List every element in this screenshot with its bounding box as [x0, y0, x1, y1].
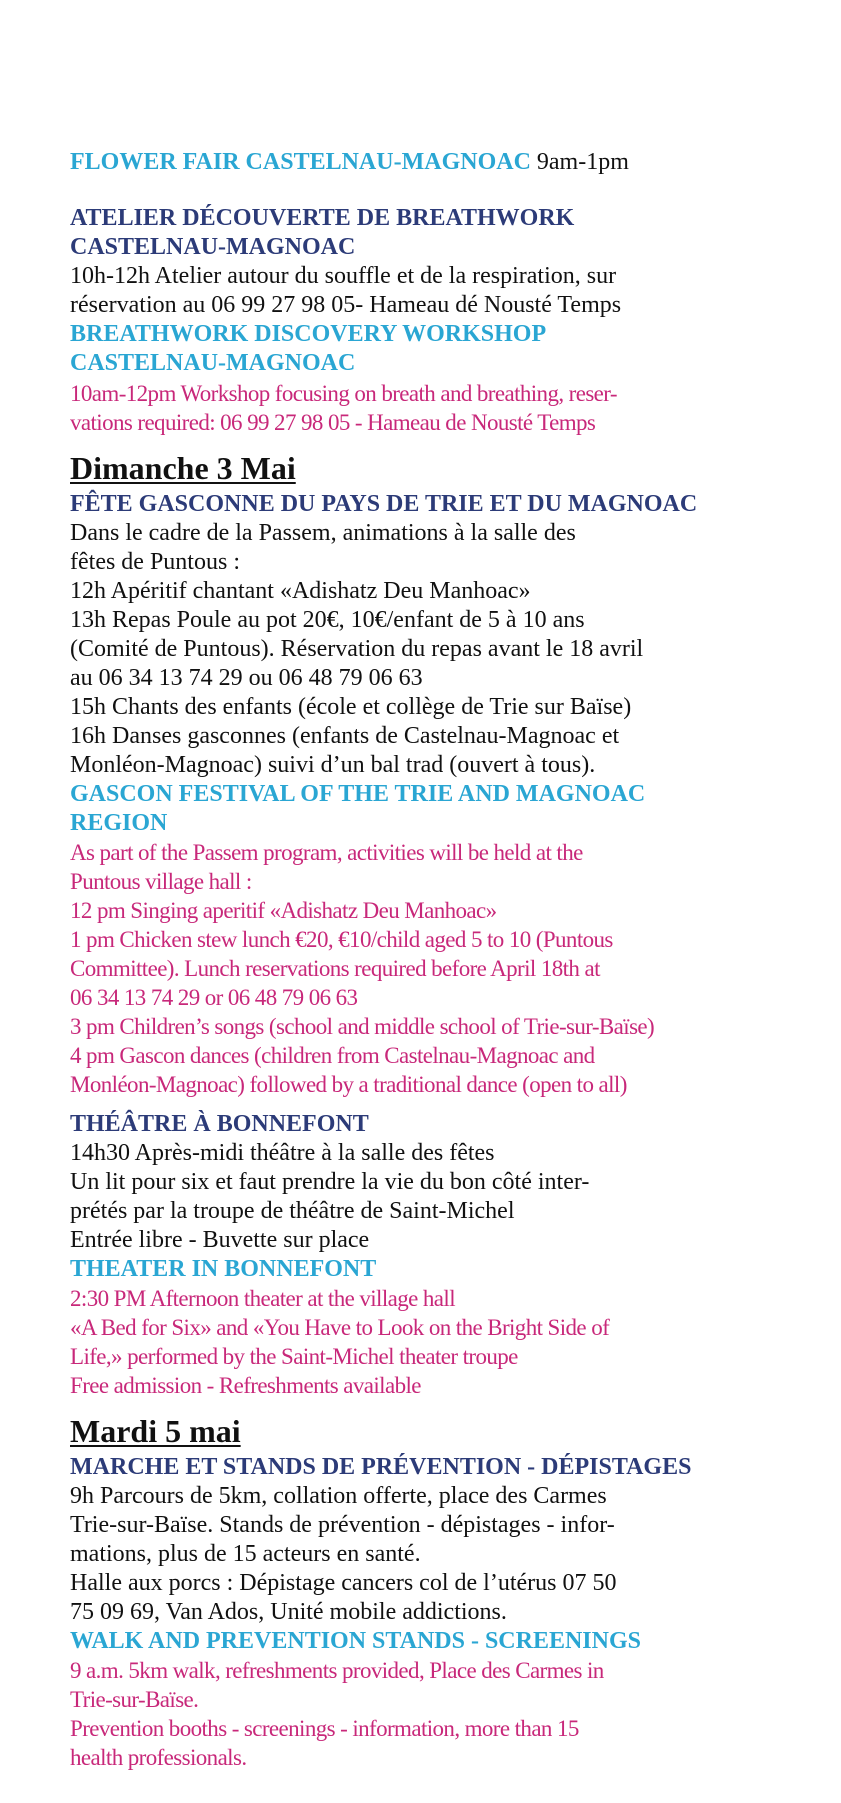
- line-text: 3 pm Children’s songs (school and middle school of Trie-sur-Baïse): [70, 1014, 655, 1039]
- english-text: [70, 408, 595, 437]
- day-heading: [70, 1413, 241, 1449]
- english-heading: [70, 349, 355, 378]
- english-text: [70, 379, 617, 408]
- line-text: Halle aux porcs : Dépistage cancers col de l’utérus 07 50: [70, 1570, 617, 1596]
- line-text: FÊTE GASCONNE DU PAYS DE TRIE ET DU MAGNOAC: [70, 491, 698, 517]
- line-text: CASTELNAU-MAGNOAC: [70, 350, 356, 376]
- line-text: CASTELNAU-MAGNOAC: [70, 234, 356, 260]
- english-text: [70, 1041, 595, 1070]
- line-text: 14h30 Après-midi théâtre à la salle des fêtes: [70, 1140, 495, 1166]
- english-text: [70, 896, 497, 925]
- french-text: [70, 291, 621, 320]
- line-text: Life,» performed by the Saint-Michel theater troupe: [70, 1344, 518, 1369]
- english-text: [70, 1371, 421, 1400]
- line-text: BREATHWORK DISCOVERY WORKSHOP: [70, 321, 547, 347]
- line-text: As part of the Passem program, activities will be held at the: [70, 840, 583, 865]
- line-text: Committee). Lunch reservations required before April 18th at: [70, 956, 600, 981]
- line-text: 13h Repas Poule au pot 20€, 10€/enfant de 5 à 10 ans: [70, 607, 585, 633]
- english-text: [70, 1070, 627, 1099]
- line-text: 75 09 69, Van Ados, Unité mobile addictions.: [70, 1599, 507, 1625]
- english-text: [70, 1656, 604, 1685]
- english-heading: [70, 1627, 641, 1656]
- line-text: 15h Chants des enfants (école et collège de Trie sur Baïse): [70, 694, 632, 720]
- english-text: [70, 1313, 609, 1342]
- line-text: 06 34 13 74 29 or 06 48 79 06 63: [70, 985, 358, 1010]
- line-text: ATELIER DÉCOUVERTE DE BREATHWORK: [70, 205, 575, 231]
- line-text: WALK AND PREVENTION STANDS - SCREENINGS: [70, 1628, 641, 1654]
- event-time: 9am-1pm: [530, 149, 629, 175]
- line-text: Monléon-Magnoac) followed by a traditional dance (open to all): [70, 1072, 627, 1097]
- line-text: fêtes de Puntous :: [70, 549, 240, 575]
- english-heading: [70, 809, 167, 838]
- line-text: Monléon-Magnoac) suivi d’un bal trad (ouvert à tous).: [70, 752, 596, 778]
- line-text: 2:30 PM Afternoon theater at the village hall: [70, 1286, 455, 1311]
- line-text: 12 pm Singing aperitif «Adishatz Deu Manhoac»: [70, 898, 497, 923]
- french-text: [70, 1226, 369, 1255]
- line-text: Puntous village hall :: [70, 869, 252, 894]
- line-text: 10h-12h Atelier autour du souffle et de la respiration, sur: [70, 263, 617, 289]
- french-text: [70, 519, 576, 548]
- french-heading: [70, 490, 697, 519]
- line-text: Prevention booths - screenings - information, more than 15: [70, 1716, 579, 1741]
- french-heading: [70, 1110, 369, 1139]
- french-text: [70, 635, 643, 664]
- english-text: [70, 1012, 654, 1041]
- french-text: [70, 606, 585, 635]
- english-text: [70, 838, 583, 867]
- french-text: [70, 693, 631, 722]
- line-text: 9h Parcours de 5km, collation offerte, place des Carmes: [70, 1483, 607, 1509]
- english-text: [70, 1342, 518, 1371]
- line-text: 9 a.m. 5km walk, refreshments provided, Place des Carmes in: [70, 1658, 604, 1683]
- line-text: 12h Apéritif chantant «Adishatz Deu Manhoac»: [70, 578, 531, 604]
- line-text: réservation au 06 99 27 98 05- Hameau dé Nousté Temps: [70, 292, 622, 318]
- line-text: «A Bed for Six» and «You Have to Look on the Bright Side of: [70, 1315, 610, 1340]
- english-text: [70, 983, 357, 1012]
- french-text: [70, 1598, 507, 1627]
- line-text: 4 pm Gascon dances (children from Castelnau-Magnoac and: [70, 1043, 595, 1068]
- english-heading: [70, 780, 645, 809]
- french-text: [70, 577, 531, 606]
- english-text: [70, 867, 252, 896]
- french-heading: [70, 233, 355, 262]
- line-text: Mardi 5 mai: [70, 1413, 241, 1449]
- english-text: [70, 1284, 455, 1313]
- day-heading: [70, 450, 296, 486]
- english-heading: [70, 148, 629, 177]
- line-text: THÉÂTRE À BONNEFONT: [70, 1111, 369, 1137]
- line-text: Trie-sur-Baïse.: [70, 1687, 199, 1712]
- line-text: FLOWER FAIR CASTELNAU-MAGNOAC: [70, 149, 531, 175]
- french-text: [70, 1168, 589, 1197]
- french-text: [70, 262, 616, 291]
- french-text: [70, 1540, 421, 1569]
- line-text: au 06 34 13 74 29 ou 06 48 79 06 63: [70, 665, 423, 691]
- line-text: prétés par la troupe de théâtre de Saint-Michel: [70, 1198, 515, 1224]
- french-text: [70, 1197, 514, 1226]
- line-text: vations required: 06 99 27 98 05 - Hameau de Nousté Temps: [70, 410, 596, 435]
- line-text: 16h Danses gasconnes (enfants de Castelnau-Magnoac et: [70, 723, 620, 749]
- line-text: 10am-12pm Workshop focusing on breath and breathing, reser-: [70, 381, 617, 406]
- french-heading: [70, 204, 574, 233]
- line-text: GASCON FESTIVAL OF THE TRIE AND MAGNOAC: [70, 781, 646, 807]
- english-text: [70, 1714, 579, 1743]
- french-text: [70, 548, 240, 577]
- line-text: Dans le cadre de la Passem, animations à la salle des: [70, 520, 576, 546]
- french-text: [70, 1139, 495, 1168]
- english-heading: [70, 1255, 376, 1284]
- english-text: [70, 1685, 198, 1714]
- french-text: [70, 1511, 615, 1540]
- line-text: 1 pm Chicken stew lunch €20, €10/child aged 5 to 10 (Puntous: [70, 927, 613, 952]
- line-text: MARCHE ET STANDS DE PRÉVENTION - DÉPISTAGES: [70, 1454, 692, 1480]
- english-heading: [70, 320, 546, 349]
- line-text: Dimanche 3 Mai: [70, 450, 296, 486]
- french-heading: [70, 1453, 691, 1482]
- english-text: [70, 925, 613, 954]
- line-text: THEATER IN BONNEFONT: [70, 1256, 377, 1282]
- french-text: [70, 1569, 616, 1598]
- line-text: Un lit pour six et faut prendre la vie du bon côté inter-: [70, 1169, 590, 1195]
- english-text: [70, 954, 600, 983]
- line-text: Trie-sur-Baïse. Stands de prévention - dépistages - infor-: [70, 1512, 615, 1538]
- line-text: (Comité de Puntous). Réservation du repas avant le 18 avril: [70, 636, 644, 662]
- line-text: Free admission - Refreshments available: [70, 1373, 421, 1398]
- french-text: [70, 664, 423, 693]
- french-text: [70, 1482, 607, 1511]
- french-text: [70, 751, 595, 780]
- line-text: mations, plus de 15 acteurs en santé.: [70, 1541, 421, 1567]
- line-text: Entrée libre - Buvette sur place: [70, 1227, 370, 1253]
- french-text: [70, 722, 619, 751]
- line-text: health professionals.: [70, 1745, 247, 1770]
- english-text: [70, 1743, 246, 1772]
- line-text: REGION: [70, 810, 168, 836]
